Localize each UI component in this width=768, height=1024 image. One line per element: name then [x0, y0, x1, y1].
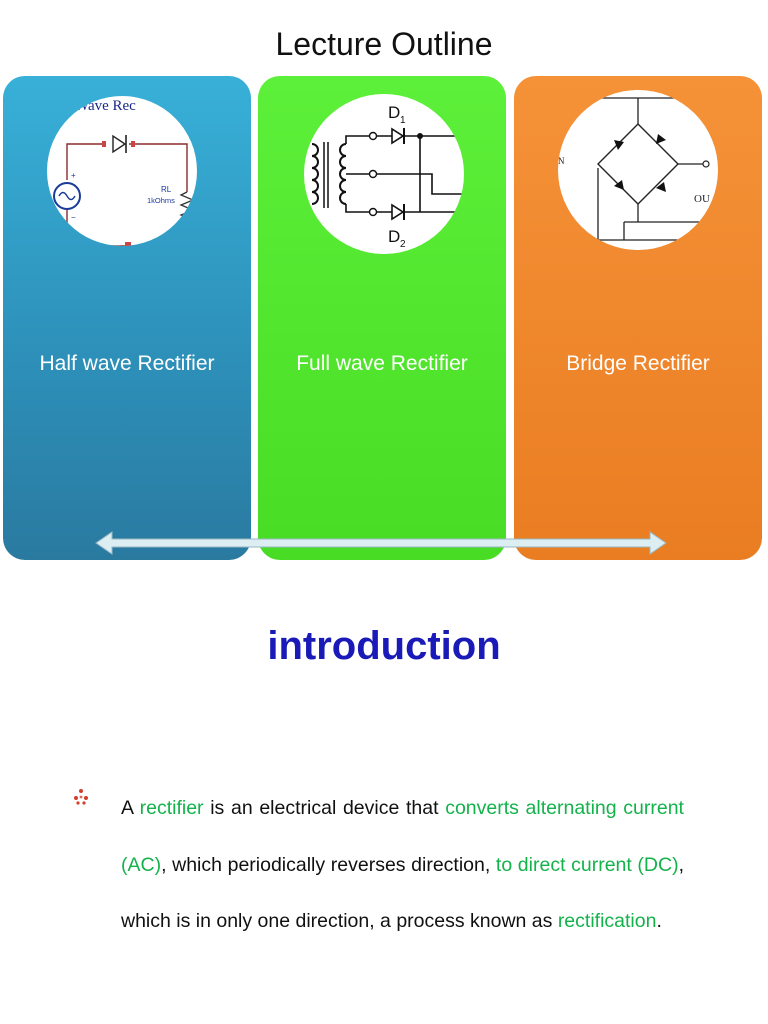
bridge-circuit-diagram	[558, 90, 718, 250]
diagram-banner: Wave Rec	[75, 98, 136, 114]
diode-icon	[113, 136, 125, 152]
double-arrow-icon	[92, 526, 670, 560]
bridge-circuit-image	[558, 90, 718, 250]
half-wave-circuit-image	[47, 96, 197, 246]
card-label-half-wave: Half wave Rectifier	[39, 352, 215, 375]
full-wave-circuit-image	[304, 94, 464, 254]
phrase-ac: converts alternating current (AC)	[121, 797, 684, 876]
diode-d1-icon	[392, 129, 403, 143]
section-heading: introduction	[267, 624, 501, 668]
svg-text:1kOhms: 1kOhms	[147, 196, 175, 205]
svg-text:OU: OU	[694, 193, 710, 205]
half-wave-circuit-diagram	[47, 96, 197, 246]
svg-text:2: 2	[400, 239, 406, 250]
bridge-diode-2-icon	[656, 134, 666, 144]
svg-text:D: D	[388, 227, 401, 246]
svg-text:+: +	[71, 171, 76, 180]
bridge-diode-4-icon	[656, 182, 666, 192]
svg-text:−: −	[71, 213, 76, 222]
transformer-secondary-icon	[340, 144, 346, 204]
card-label-full-wave: Full wave Rectifier	[296, 352, 468, 375]
svg-text:D: D	[388, 103, 401, 122]
full-wave-circuit-diagram	[304, 94, 464, 254]
phrase-dc: to direct current (DC)	[495, 853, 679, 876]
card-full-wave-rectifier[interactable]	[258, 76, 506, 560]
intro-paragraph: A rectifier is an electrical device that converts alternating current (AC), which periodically reverses direction, to direct current (DC), which is in only one direction, a process known as rectification.	[121, 797, 685, 932]
bridge-diode-1-icon	[614, 140, 624, 150]
diode-d2-icon	[392, 205, 403, 219]
card-bridge-rectifier[interactable]	[514, 76, 762, 560]
term-rectification: rectification	[557, 910, 657, 932]
svg-text:N: N	[558, 156, 565, 166]
card-half-wave-rectifier[interactable]	[3, 76, 251, 560]
card-label-bridge: Bridge Rectifier	[566, 352, 710, 375]
transformer-primary-icon	[312, 144, 318, 204]
term-rectifier: rectifier	[139, 797, 204, 819]
svg-text:RL: RL	[161, 185, 172, 194]
svg-text:1: 1	[400, 115, 406, 126]
page-title: Lecture Outline	[275, 26, 493, 62]
flower-bullet-icon	[70, 786, 92, 808]
resistor-icon	[181, 192, 193, 224]
